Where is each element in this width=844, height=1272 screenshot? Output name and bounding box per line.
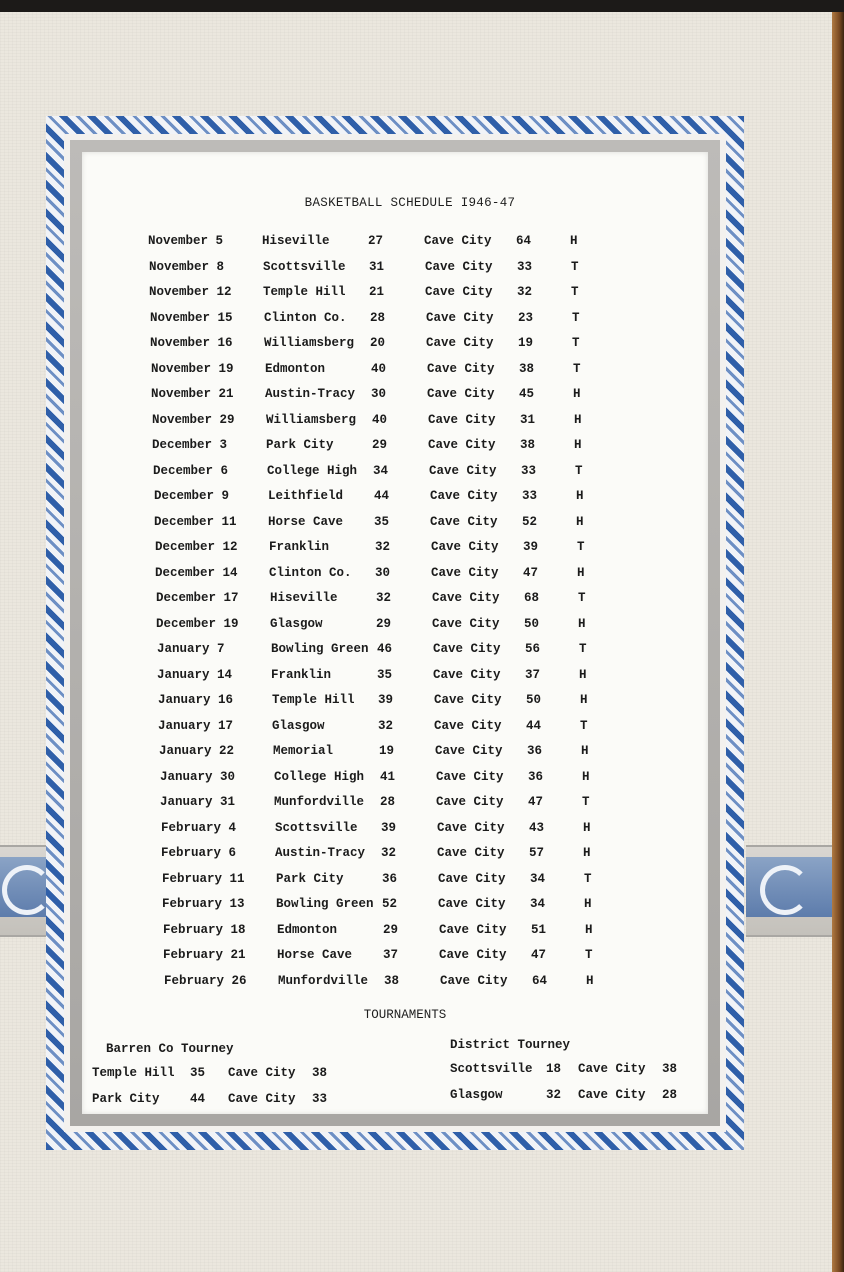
cell-team-score: 50	[526, 693, 542, 707]
cell-location: T	[585, 948, 593, 962]
cell-opp-score: 32	[381, 846, 397, 860]
cell-team: Cave City	[427, 387, 495, 401]
swirl-ornament-icon	[760, 865, 810, 915]
cell-team-score: 64	[532, 973, 548, 988]
cell-location: H	[578, 616, 586, 631]
cell-team: Cave City	[440, 973, 508, 988]
cell-location: T	[572, 310, 580, 325]
cell-opponent: Temple Hill	[263, 285, 346, 299]
cell-date: January 31	[160, 795, 236, 809]
cell-team-score: 33	[517, 259, 533, 274]
cell-opponent: Scottsville	[263, 259, 346, 274]
cell-opp-score: 39	[378, 693, 394, 707]
cell-date: January 7	[157, 642, 225, 656]
cell-location: H	[581, 744, 589, 758]
cell-opponent: Edmonton	[265, 361, 326, 376]
cell-team-score: 38	[520, 438, 536, 452]
cell-opponent: Park City	[266, 438, 334, 452]
cell-team: Cave City	[435, 744, 503, 758]
cell-opponent: Park City	[276, 871, 344, 886]
cell-opponent: Austin-Tracy	[275, 846, 366, 860]
cell-opponent: Horse Cave	[268, 514, 344, 529]
cell-opponent: Austin-Tracy	[265, 387, 356, 401]
cell-team-score: 38	[519, 361, 535, 376]
cell-date: January 22	[159, 744, 235, 758]
cell-location: H	[574, 438, 582, 452]
cell-date: February 26	[164, 973, 247, 988]
cell-date: February 13	[162, 897, 245, 911]
cell-location: H	[583, 820, 591, 835]
cell-team: Cave City	[439, 948, 507, 962]
cell-date: November 29	[152, 412, 235, 427]
cell-team-score: 33	[521, 463, 537, 478]
cell-team-score: 45	[519, 387, 535, 401]
cell-date: December 11	[154, 514, 237, 529]
cell-team: Cave City	[425, 285, 493, 299]
tournaments-title: TOURNAMENTS	[363, 1008, 447, 1022]
cell-opponent: Glasgow	[272, 718, 325, 733]
cell-team: Cave City	[430, 514, 498, 529]
cell-opp-score: 32	[378, 718, 394, 733]
cell-location: T	[584, 871, 592, 886]
cell-opponent: Munfordville	[278, 973, 369, 988]
cell-date: February 6	[161, 846, 237, 860]
cell-opponent: Williamsberg	[264, 336, 355, 350]
cell-team: Cave City	[428, 412, 496, 427]
cell-team-score: 32	[517, 285, 533, 299]
cell-location: H	[574, 412, 582, 427]
cell-opp-score: 30	[371, 387, 387, 401]
schedule-sheet: BASKETBALL SCHEDULE I946-47 November 5 Hiseville 27 Cave City 64 H November 8 Scottsville 31 Cave City 33 T November 12 Temple Hill 21 Cave City 32 T November 15 Clinton Co. 28 Cave City 23 T November 16 Williamsberg 20 Cave City 19 T November 19 Edmonton 40 Cave City 38 T November 21 Austin-Tracy 30 Cave City 45 H November 29 Williamsberg 40 Cave City 31 H December 3 Park City 29 Cave City 38 H December 6 College High 34 Cave City 33 T December 9 Leithfield 44 Cave City 33 H December 11 Horse Cave 35 Cave City 52 H December 12 Franklin 32 Cave City 39 T December 14 Clinton Co. 30 Cave City 47 H December 17 Hiseville 32 Cave City 68 T December 19 Glasgow 29 Cave City 50 H January 7 Bowling Green 46 Cave City 56 T January 14 Franklin 35 Cave City 37 H January 16 Temple Hill 39 Cave City 50 H January 17 Glasgow 32 Cave City 44 T January 22 Memorial 19 Cave City 36 H January 30 College High 41 Cave City 36 H January 31 Munfordville 28 Cave City 47 T February 4 Scottsville 39 Cave City 43 H February 6 Austin-Tracy 32 Cave City 57 H February 11 Park City 36 Cave City 34 T February 13 Bowling Green 52 Cave City 34 H February 18 Edmonton 29 Cave City 51 H February 21 Horse Cave 37 Cave City 47 T February 26 Munfordville 38 Cave City 64 H TOURNAMENTS Barren Co Tourney District Tourney Temple Hill 35 Cave City 38 Park City 44 Cave City 33 Scottsville 18 Cave City 38 Glasgow 32 Cave City 28	[82, 152, 708, 1114]
cell-team: Cave City	[431, 565, 499, 580]
cell-location: H	[582, 769, 590, 784]
cell-location: T	[572, 336, 580, 350]
cell-team-score: 52	[522, 514, 538, 529]
cell-opp-score: 35	[377, 667, 393, 682]
cell-team: Cave City	[434, 718, 502, 733]
cell-opp-score: 34	[373, 463, 389, 478]
cell-team: Cave City	[428, 438, 496, 452]
cell-team: Cave City	[429, 463, 497, 478]
cell-date: January 17	[158, 718, 234, 733]
cell-location: T	[580, 718, 588, 733]
cell-location: T	[582, 795, 590, 809]
cell-date: December 14	[155, 565, 238, 580]
cell-opp-score: 32	[375, 540, 391, 554]
cell-opponent: Franklin	[269, 540, 330, 554]
cell-location: H	[583, 846, 591, 860]
cell-opp-score: 40	[371, 361, 387, 376]
cell-team: Cave City	[437, 820, 505, 835]
cell-location: H	[573, 387, 581, 401]
cell-opp-score: 19	[379, 744, 395, 758]
cell-location: H	[584, 897, 592, 911]
cell-team-score: 33	[522, 489, 538, 503]
right-decorative-band	[746, 845, 832, 937]
cell-opp-score: 41	[380, 769, 396, 784]
cell-team-score: 56	[525, 642, 541, 656]
cell-location: T	[571, 259, 579, 274]
cell-date: February 11	[162, 871, 245, 886]
cell-team: Cave City	[437, 846, 505, 860]
cell-location: H	[570, 234, 578, 248]
cell-team: Cave City	[426, 310, 494, 325]
cell-team-score: 47	[528, 795, 544, 809]
cell-team-score: 47	[531, 948, 547, 962]
cell-opp-score: 30	[375, 565, 391, 580]
cell-team-score: 51	[531, 922, 547, 937]
cell-opponent: Temple Hill	[272, 693, 355, 707]
cell-date: November 12	[149, 285, 232, 299]
cell-date: December 3	[152, 438, 228, 452]
cell-team: Cave City	[438, 871, 506, 886]
cell-team: Cave City	[431, 540, 499, 554]
cell-date: January 14	[157, 667, 233, 682]
cell-location: T	[573, 361, 581, 376]
cell-team-score: 44	[526, 718, 542, 733]
cell-opponent: Horse Cave	[277, 948, 353, 962]
cell-date: January 30	[160, 769, 236, 784]
cell-team-score: 50	[524, 616, 540, 631]
cell-opponent: Williamsberg	[266, 412, 357, 427]
cell-date: February 21	[163, 948, 246, 962]
cell-opponent: Hiseville	[270, 591, 338, 605]
cell-team-score: 47	[523, 565, 539, 580]
cell-opp-score: 40	[372, 412, 388, 427]
cell-team-score: 36	[527, 744, 543, 758]
cell-date: November 8	[149, 259, 225, 274]
cell-opponent: Glasgow	[270, 616, 323, 631]
cell-date: December 19	[156, 616, 239, 631]
schedule-title: BASKETBALL SCHEDULE I946-47	[304, 196, 516, 210]
cell-date: November 16	[150, 336, 233, 350]
cell-team: Cave City	[432, 616, 500, 631]
cell-team: Cave City	[430, 489, 498, 503]
cell-date: December 6	[153, 463, 229, 478]
cell-date: November 5	[148, 234, 224, 248]
cell-opp-score: 28	[370, 310, 386, 325]
cell-location: T	[575, 463, 583, 478]
cell-team: Cave City	[426, 336, 494, 350]
cell-team: Cave City	[433, 642, 501, 656]
cell-location: H	[586, 973, 594, 988]
cell-date: November 21	[151, 387, 234, 401]
decorative-frame	[46, 116, 744, 1150]
cell-location: T	[577, 540, 585, 554]
cell-location: T	[571, 285, 579, 299]
cell-opponent: Memorial	[273, 744, 334, 758]
cell-opponent: Edmonton	[277, 922, 338, 937]
cell-team-score: 34	[530, 897, 546, 911]
cell-date: February 18	[163, 922, 246, 937]
cell-opponent: College High	[267, 463, 358, 478]
left-decorative-band	[0, 845, 52, 937]
cell-opp-score: 28	[380, 795, 396, 809]
cell-opp-score: 21	[369, 285, 385, 299]
cell-team-score: 68	[524, 591, 540, 605]
cell-opponent: Leithfield	[268, 489, 344, 503]
cell-opp-score: 27	[368, 234, 384, 248]
cell-location: T	[578, 591, 586, 605]
cell-team-score: 36	[528, 769, 544, 784]
cell-team: Cave City	[439, 922, 507, 937]
cell-date: November 15	[150, 310, 233, 325]
cell-opp-score: 44	[374, 489, 390, 503]
cell-opponent: Clinton Co.	[264, 310, 347, 325]
cell-opponent: Munfordville	[274, 795, 365, 809]
frame-mat	[70, 140, 720, 1126]
cell-opponent: College High	[274, 769, 365, 784]
cell-opp-score: 29	[383, 922, 399, 937]
cell-opponent: Franklin	[271, 667, 332, 682]
cell-opponent: Scottsville	[275, 820, 358, 835]
cell-team: Cave City	[424, 234, 492, 248]
cell-opp-score: 37	[383, 948, 399, 962]
cell-opp-score: 32	[376, 591, 392, 605]
cell-opponent: Bowling Green	[271, 642, 369, 656]
cell-location: H	[580, 693, 588, 707]
cell-date: December 9	[154, 489, 230, 503]
cell-team-score: 57	[529, 846, 545, 860]
cell-opponent: Clinton Co.	[269, 565, 352, 580]
cell-opp-score: 29	[372, 438, 388, 452]
cell-team-score: 43	[529, 820, 545, 835]
cell-team: Cave City	[438, 897, 506, 911]
cell-location: T	[579, 642, 587, 656]
cell-team: Cave City	[434, 693, 502, 707]
cell-location: H	[579, 667, 587, 682]
cell-team: Cave City	[425, 259, 493, 274]
cell-opponent: Bowling Green	[276, 897, 374, 911]
cell-location: H	[585, 922, 593, 937]
cell-team-score: 31	[520, 412, 536, 427]
cell-team-score: 39	[523, 540, 539, 554]
cell-date: December 17	[156, 591, 239, 605]
book-spine	[832, 12, 844, 1272]
cell-opp-score: 52	[382, 897, 398, 911]
cell-team: Cave City	[427, 361, 495, 376]
cell-team: Cave City	[436, 769, 504, 784]
cell-date: February 4	[161, 820, 237, 835]
cell-opp-score: 38	[384, 973, 400, 988]
cell-date: November 19	[151, 361, 234, 376]
cell-location: H	[577, 565, 585, 580]
cell-team-score: 23	[518, 310, 534, 325]
cell-opp-score: 46	[377, 642, 393, 656]
cell-team-score: 37	[525, 667, 541, 682]
cell-team-score: 34	[530, 871, 546, 886]
cell-opponent: Hiseville	[262, 234, 330, 248]
swirl-ornament-icon	[2, 865, 52, 915]
cell-opp-score: 39	[381, 820, 397, 835]
cell-date: January 16	[158, 693, 234, 707]
cell-team: Cave City	[436, 795, 504, 809]
cell-opp-score: 31	[369, 259, 385, 274]
cell-team-score: 64	[516, 234, 532, 248]
cell-location: H	[576, 514, 584, 529]
cell-date: December 12	[155, 540, 238, 554]
cell-team-score: 19	[518, 336, 534, 350]
cell-opp-score: 36	[382, 871, 398, 886]
cell-opp-score: 35	[374, 514, 390, 529]
cell-team: Cave City	[432, 591, 500, 605]
cell-location: H	[576, 489, 584, 503]
cell-team: Cave City	[433, 667, 501, 682]
cell-opp-score: 29	[376, 616, 392, 631]
cell-opp-score: 20	[370, 336, 386, 350]
